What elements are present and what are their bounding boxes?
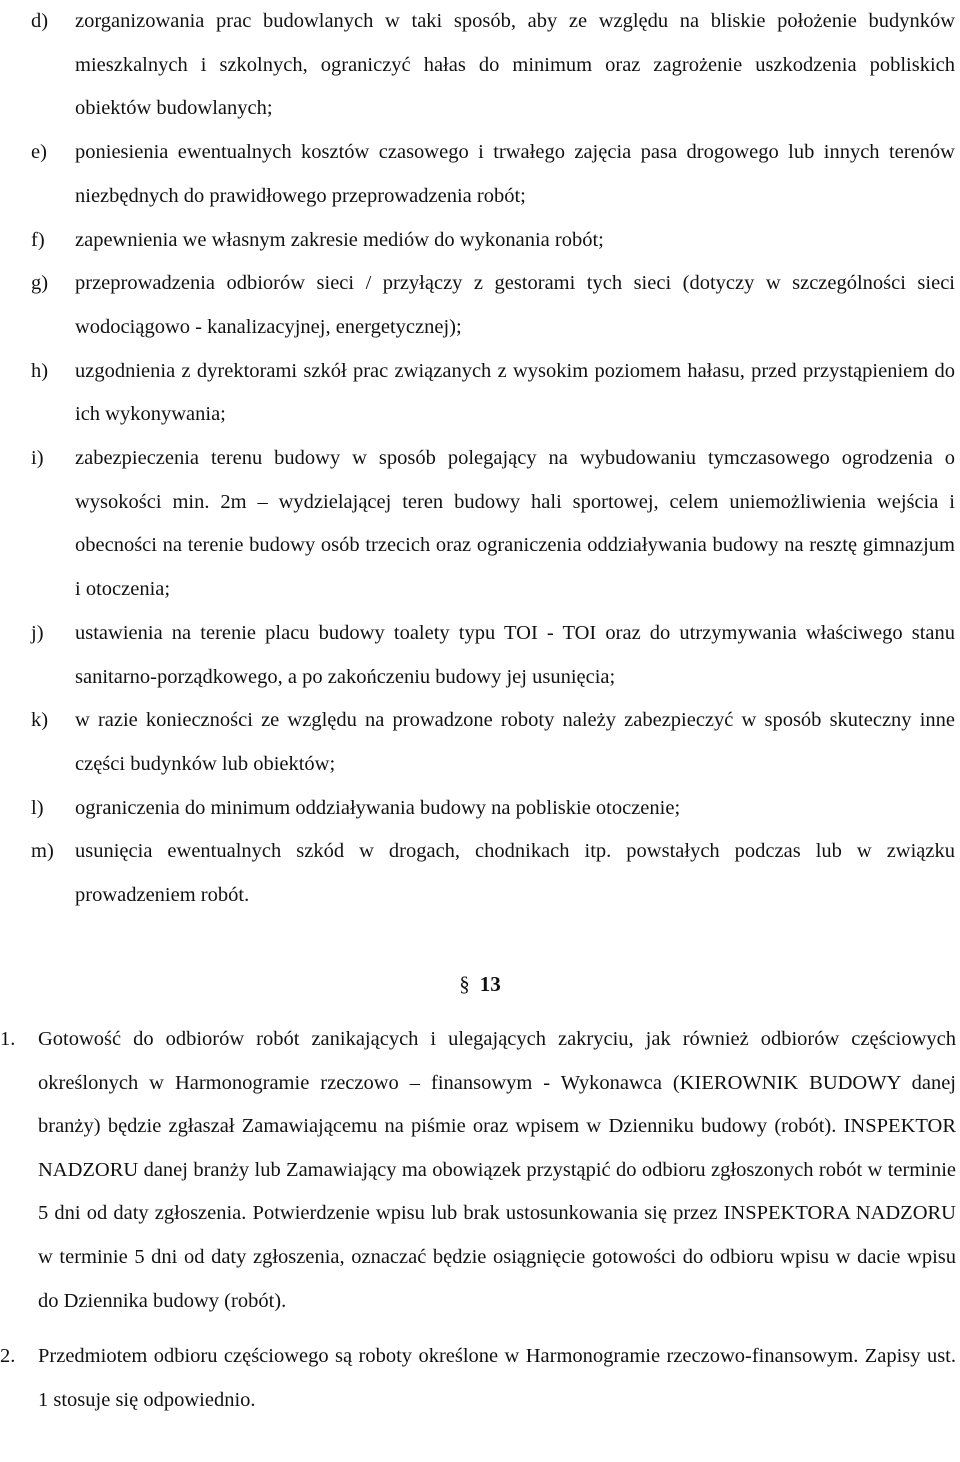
list-item (0, 0, 955, 131)
list-item-text: poniesienia ewentualnych kosztów czasowego i trwałego zajęcia pasa drogowego lub innych terenów niezbędnych do prawidłowego przeprowadzenia robót; (75, 141, 955, 207)
paragraph-text: Gotowość do odbiorów robót zanikających i ulegających zakryciu, jak również odbiorów częściowych określonych w Harmonogramie rzeczowo – finansowym - Wykonawca (KIEROWNIK BUDOWY danej branży) będzie zgłaszał Zamawiającemu na piśmie oraz wpisem w Dzienniku budowy (robót). INSPEKTOR NADZORU danej branży lub Zamawiający ma obowiązek przystąpić do odbioru zgłoszonych robót w terminie 5 dni od daty zgłoszenia. Potwierdzenie wpisu lub brak ustosunkowania się przez INSPEKTORA NADZORU w terminie 5 dni od daty zgłoszenia, oznaczać będzie osiągnięcie gotowości do odbioru wpisu w dacie wpisu do Dziennika budowy (robót). (38, 1028, 956, 1312)
list-item-marker: h) (31, 359, 49, 382)
list-item (0, 131, 955, 218)
list-item-text: ograniczenia do minimum oddziaływania budowy na pobliskie otoczenie; (75, 796, 681, 819)
paragraph-number: 1. (0, 1028, 16, 1050)
list-item-marker: j) (31, 621, 44, 644)
paragraph-text: Przedmiotem odbioru częściowego są roboty określone w Harmonogramie rzeczowo-finansowym. Zapisy ust. 1 stosuje się odpowiednio. (38, 1345, 956, 1411)
list-item-marker: g) (31, 272, 49, 295)
numbered-paragraph (0, 1335, 956, 1422)
paragraph-number: 2. (0, 1345, 16, 1368)
list-item-marker: e) (31, 141, 47, 164)
list-item-text: ustawienia na terenie placu budowy toalety typu TOI - TOI oraz do utrzymywania właściwego stanu sanitarno-porządkowego, a po zakończeniu budowy jej usunięcia; (75, 621, 955, 688)
numbered-paragraphs-list (0, 1018, 960, 1422)
list-item-text: zorganizowania prac budowlanych w taki sposób, aby ze względu na bliskie położenie budynków mieszkalnych i szkolnych, ograniczyć hałas do minimum oraz zagrożenie uszkodzenia pobliskich obiektów budowlanych; (75, 10, 955, 120)
list-item (0, 612, 955, 699)
list-item-text: uzgodnienia z dyrektorami szkół prac związanych z wysokim poziomem hałasu, przed przystąpieniem do ich wykonywania; (75, 359, 955, 426)
list-item (0, 699, 955, 786)
list-item (0, 787, 955, 831)
list-item (0, 437, 955, 612)
list-item (0, 219, 955, 263)
list-item-marker: k) (31, 709, 49, 732)
list-item (0, 350, 955, 437)
list-item (0, 830, 955, 917)
list-item-text: przeprowadzenia odbiorów sieci / przyłączy z gestorami tych sieci (dotyczy w szczególności sieci wodociągowo - kanalizacyjnej, energetycznej); (75, 272, 955, 338)
list-item-marker: l) (31, 796, 44, 819)
numbered-paragraph (0, 1018, 956, 1323)
list-item-marker: f) (31, 228, 45, 251)
list-item-text: zapewnienia we własnym zakresie mediów do wykonania robót; (75, 228, 604, 251)
list-item-marker: m) (31, 840, 54, 863)
section-number: 13 (479, 972, 501, 996)
list-item-marker: d) (31, 10, 49, 32)
list-item (0, 262, 955, 349)
list-item-text: zabezpieczenia terenu budowy w sposób polegający na wybudowaniu tymczasowego ogrodzenia o wysokości min. 2m – wydzielającej teren budowy hali sportowej, celem uniemożliwienia wejścia i obecności na terenie budowy osób trzecich oraz ograniczenia oddziaływania budowy na resztę gimnazjum i otoczenia; (75, 447, 955, 601)
list-item-marker: i) (31, 447, 44, 470)
list-item-text: usunięcia ewentualnych szkód w drogach, chodnikach itp. powstałych podczas lub w związku prowadzeniem robót. (75, 840, 955, 907)
list-item-text: w razie konieczności ze względu na prowadzone roboty należy zabezpieczyć w sposób skuteczny inne części budynków lub obiektów; (75, 709, 955, 775)
section-heading (0, 962, 960, 1006)
section-symbol: § (459, 972, 470, 996)
